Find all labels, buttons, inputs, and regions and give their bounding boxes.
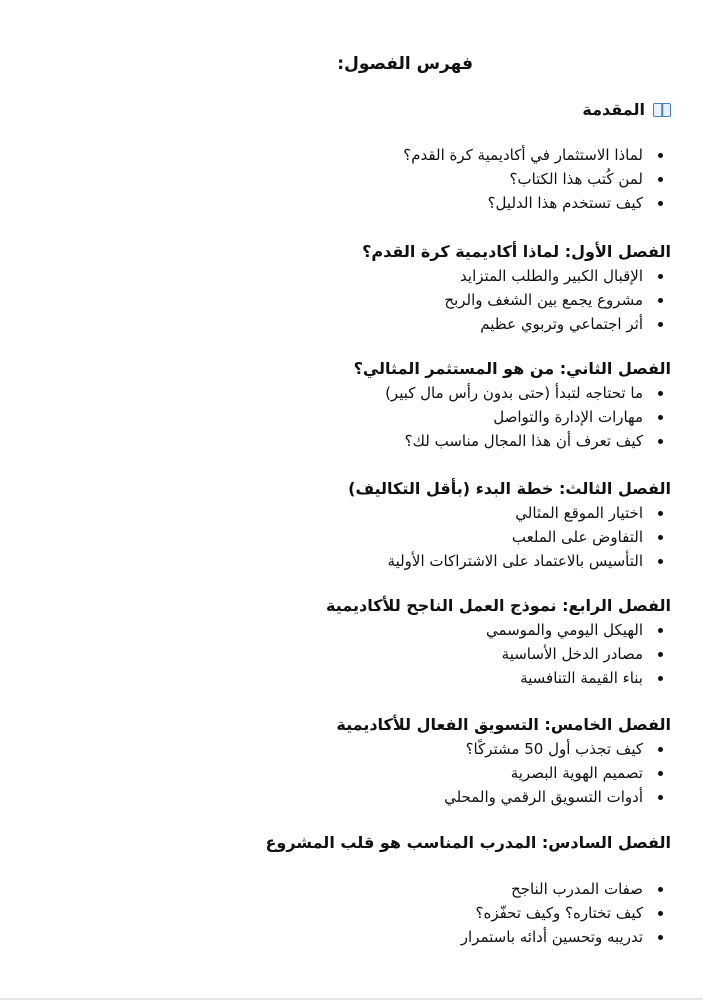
open-book-icon (653, 103, 671, 117)
list-item: كيف تستخدم هذا الدليل؟ (31, 191, 671, 215)
section-chapter-2 (31, 357, 671, 453)
list-item: الإقبال الكبير والطلب المتزايد (31, 264, 671, 288)
chapter-list (31, 264, 671, 336)
list-item: مهارات الإدارة والتواصل (31, 405, 671, 429)
list-item: تدريبه وتحسين أدائه باستمرار (31, 925, 671, 949)
chapter-list (31, 501, 671, 573)
section-heading: الفصل الثالث: خطة البدء (بأقل التكاليف) (348, 479, 671, 498)
list-item: التفاوض على الملعب (31, 525, 671, 549)
list-item: الهيكل اليومي والموسمي (31, 618, 671, 642)
list-item: اختيار الموقع المثالي (31, 501, 671, 525)
list-item: ما تحتاجه لتبدأ (حتى بدون رأس مال كبير) (31, 381, 671, 405)
section-heading: الفصل الرابع: نموذج العمل الناجح للأكاديمية (326, 596, 671, 615)
section-chapter-4 (31, 594, 671, 690)
list-item: كيف تختاره؟ وكيف تحفّزه؟ (31, 901, 671, 925)
list-item: مصادر الدخل الأساسية (31, 642, 671, 666)
section-chapter-6 (31, 831, 671, 949)
section-heading: الفصل السادس: المدرب المناسب هو قلب المشروع (265, 833, 671, 852)
section-chapter-3 (31, 477, 671, 573)
list-item: كيف تعرف أن هذا المجال مناسب لك؟ (31, 429, 671, 453)
page-title: فهرس الفصول: (337, 54, 473, 74)
list-item: لمن كُتب هذا الكتاب؟ (31, 167, 671, 191)
section-heading (31, 98, 671, 122)
list-item: مشروع يجمع بين الشغف والربح (31, 288, 671, 312)
list-item: لماذا الاستثمار في أكاديمية كرة القدم؟ (31, 143, 671, 167)
section-chapter-1 (31, 240, 671, 336)
list-item: تصميم الهوية البصرية (31, 761, 671, 785)
list-item: كيف تجذب أول 50 مشتركًا؟ (31, 737, 671, 761)
list-item: أدوات التسويق الرقمي والمحلي (31, 785, 671, 809)
list-item: أثر اجتماعي وتربوي عظيم (31, 312, 671, 336)
list-item: بناء القيمة التنافسية (31, 666, 671, 690)
section-heading-text: المقدمة (582, 100, 645, 119)
chapter-list (31, 381, 671, 453)
chapter-list (31, 618, 671, 690)
section-heading: الفصل الثاني: من هو المستثمر المثالي؟ (353, 359, 671, 378)
chapter-list (31, 737, 671, 809)
intro-list (31, 143, 671, 215)
section-chapter-5 (31, 713, 671, 809)
list-item: التأسيس بالاعتماد على الاشتراكات الأولية (31, 549, 671, 573)
section-heading: الفصل الأول: لماذا أكاديمية كرة القدم؟ (362, 242, 671, 261)
chapter-list (31, 877, 671, 949)
section-heading: الفصل الخامس: التسويق الفعال للأكاديمية (336, 715, 671, 734)
list-item: صفات المدرب الناجح (31, 877, 671, 901)
section-intro (31, 98, 671, 215)
